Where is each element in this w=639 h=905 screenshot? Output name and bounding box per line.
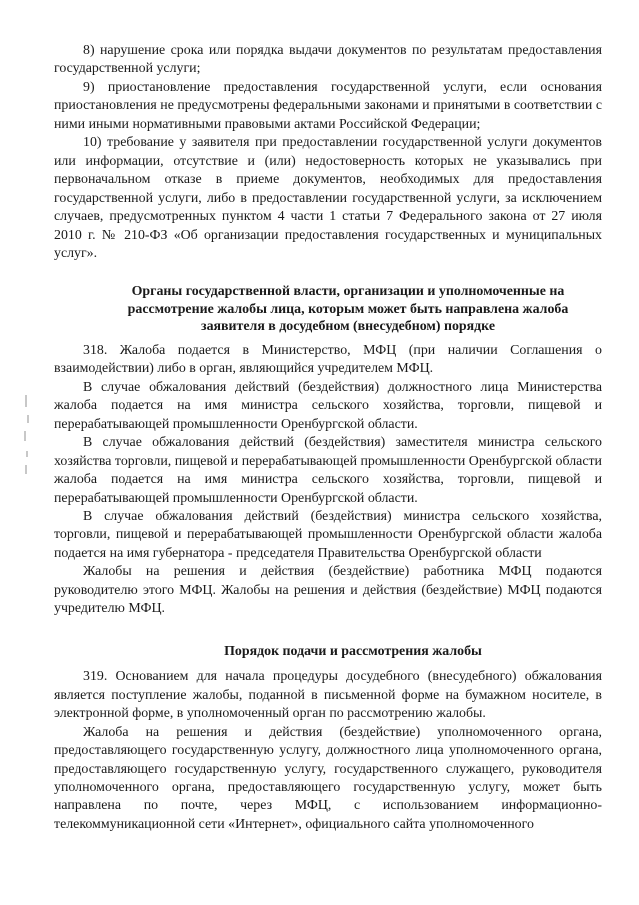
list-item-10: 10) требование у заявителя при предоставлении государственной услуги документов или информации, отсутствие и (или) недостоверность которых не указывались при первоначальном отказе в приеме документов, необходимых для предоставления государственной услуги, либо в предоставлении государственной услуги, за исключением случаев, предусмотренных пунктом 4 части 1 статьи 7 Федерального закона от 27 июля 2010 г. № 210-ФЗ «Об организации предоставления государственных и муниципальных услуг». — [54, 135, 602, 261]
paragraph-complaint-submission: Жалоба на решения и действия (бездействие) уполномоченного органа, предоставляющего государственную услугу, должностного лица уполномоченного органа, предоставляющего государственную услугу, государственного служащего, руководителя уполномоченного органа, предоставляющего государственную услугу, может быть направлена по почте, через МФЦ, с использованием информационно-телекоммуникационной сети «Интернет», официального сайта уполномоченного — [54, 724, 602, 832]
scan-margin-marks — [22, 395, 32, 485]
section-heading-complaint-procedure: Порядок подачи и рассмотрения жалобы — [224, 643, 482, 659]
list-item-9: 9) приостановление предоставления государственной услуги, если основания приостановления не предусмотрены федеральными законами и принятыми в соответствии с ними иными нормативными правовыми актами Российской Федерации; — [54, 79, 602, 132]
paragraph-319: 319. Основанием для начала процедуры досудебного (внесудебного) обжалования является поступление жалобы, поданной в письменной форме на бумажном носителе, в электронной форме, в уполномоченный орган по рассмотрению жалобы. — [54, 669, 602, 722]
section-heading-complaint-bodies: Органы государственной власти, организации и уполномоченные на рассмотрение жалобы лица, которым может быть направлена жалоба заявителя в досудебном (внесудебном) порядке — [127, 284, 569, 335]
list-item-8: 8) нарушение срока или порядка выдачи документов по результатам предоставления государственной услуги; — [54, 43, 602, 77]
paragraph-official-appeal: В случае обжалования действий (бездействия) должностного лица Министерства жалоба подается на имя министра сельского хозяйства, торговли, пищевой и перерабатывающей промышленности Оренбургской области. — [54, 379, 602, 432]
paragraph-mfc-appeal: Жалобы на решения и действия (бездействие) работника МФЦ подаются руководителю этого МФЦ. Жалобы на решения и действия (бездействие) МФЦ подаются учредителю МФЦ. — [54, 564, 602, 617]
document-body — [54, 42, 602, 834]
paragraph-minister-appeal: В случае обжалования действий (бездействия) министра сельского хозяйства, торговли, пищевой и перерабатывающей промышленности Оренбургской области жалоба подается на имя губернатора - председателя Правительства Оренбургской области — [54, 509, 602, 561]
paragraph-318: 318. Жалоба подается в Министерство, МФЦ (при наличии Соглашения о взаимодействии) либо в орган, являющийся учредителем МФЦ. — [54, 342, 602, 377]
paragraph-deputy-minister-appeal: В случае обжалования действий (бездействия) заместителя министра сельского хозяйства торговли, пищевой и перерабатывающей промышленности Оренбургской области жалоба подается на имя министра сельского хозяйства, торговли, пищевой и перерабатывающей промышленности Оренбургской области. — [54, 435, 602, 506]
